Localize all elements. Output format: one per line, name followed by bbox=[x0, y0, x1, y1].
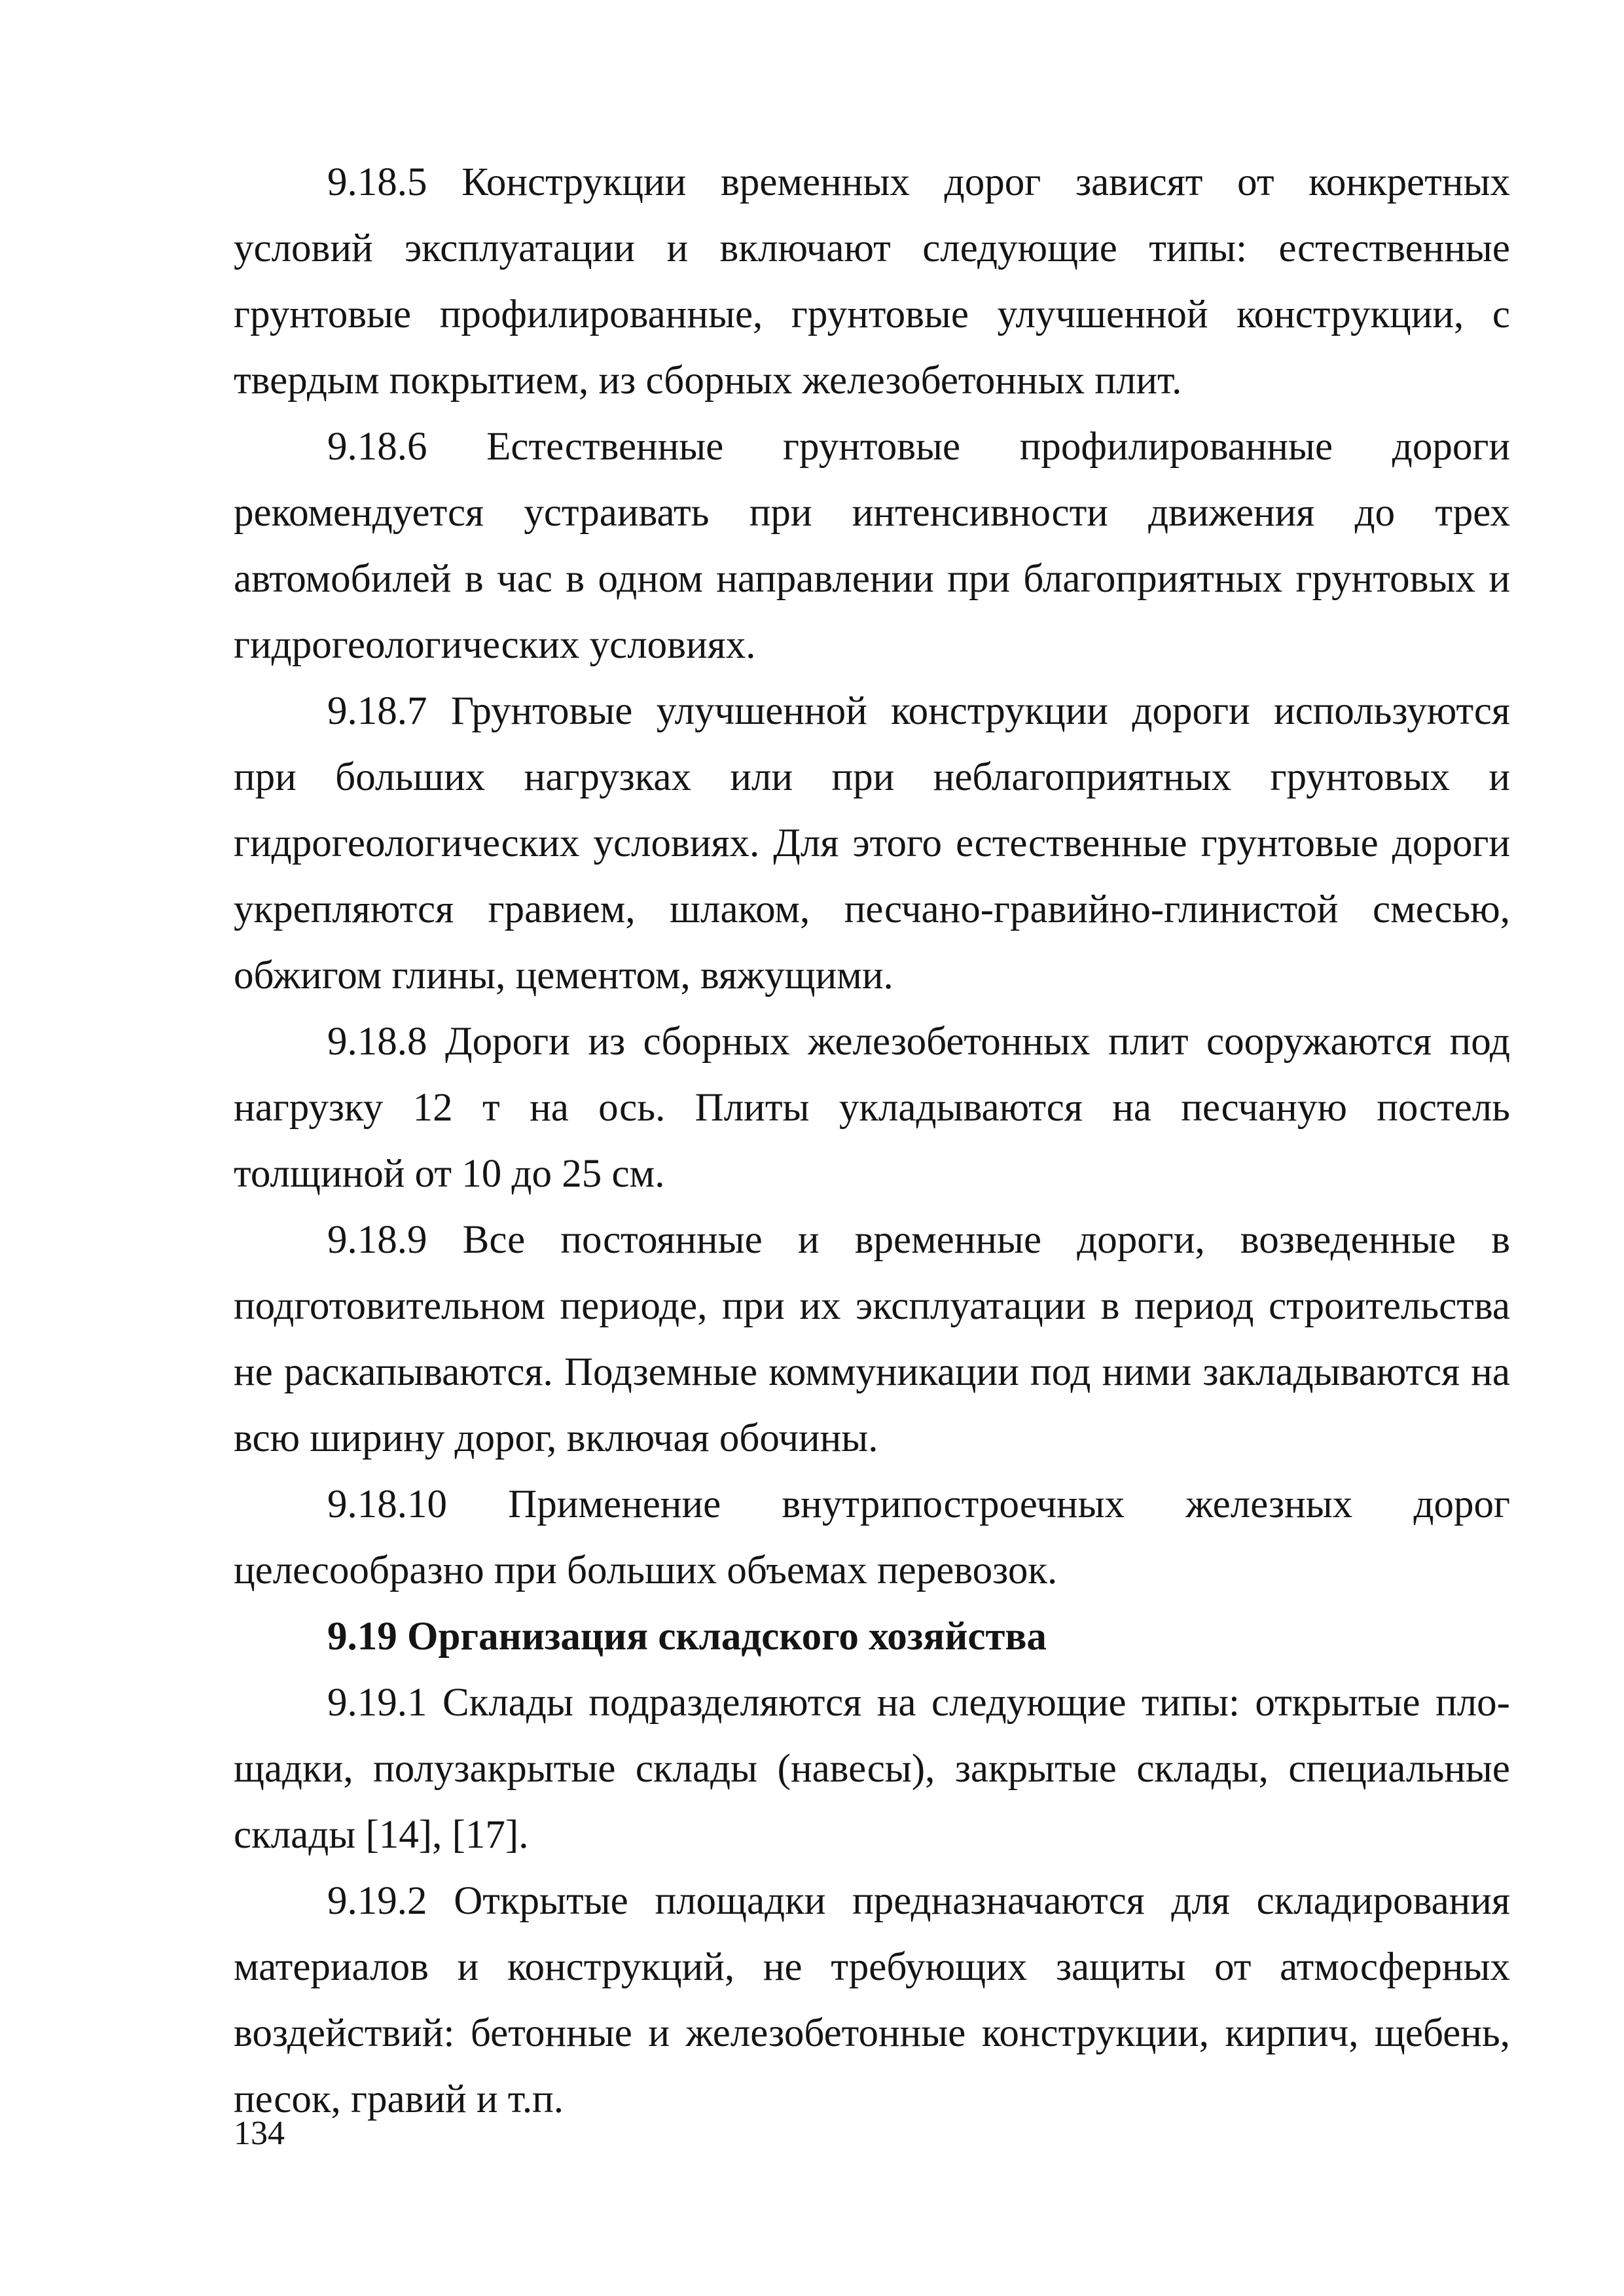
paragraph-9-19-2: 9.19.2 Открытые площадки предназначаются для складирования материалов и конструкций, не требующих защиты от атмосферных воздействий: бетонные и железобетонные конструкции, кирпич, щебень, песок, гравий и т.п. bbox=[234, 1879, 1510, 2121]
body-text bbox=[234, 149, 1510, 2132]
paragraph-9-18-5: 9.18.5 Конструкции временных дорог зависят от конкретных условий эксплуатации и включают следующие типы: естественные грунтовые профилированные, грунтовые улучшенной конструкции, с твердым покрытием, из сборных железобетонных плит. bbox=[234, 160, 1510, 403]
paragraph-9-18-7: 9.18.7 Грунтовые улучшенной конструкции дороги используются при больших нагрузках или при неблагоприятных грунтовых и гидрогеологических условиях. Для этого естественные грунтовые дороги укрепляются гравием, шлаком, песчано-гравийно-глинистой смесью, обжигом глины, цементом, вяжущими. bbox=[234, 689, 1510, 997]
section-heading: 9.19 Организация складского хозяйства bbox=[327, 1615, 1047, 1659]
paragraph-9-18-9: 9.18.9 Все постоянные и временные дороги, возведенные в подготовительном периоде, при их эксплуатации в период строительства не раскапываются. Подземные коммуникации под ними закладываются на всю ширину дорог, включая обочины. bbox=[234, 1218, 1510, 1460]
paragraph-9-18-10: 9.18.10 Применение внутрипостроечных железных дорог целесообразно при больших объемах перевозок. bbox=[234, 1482, 1510, 1592]
paragraph-9-18-6: 9.18.6 Естественные грунтовые профилированные дороги рекомендуется устраивать при интенсивности движения до трех автомобилей в час в одном направлении при благоприятных грунтовых и гидрогеологических условиях. bbox=[234, 425, 1510, 667]
page-number: 134 bbox=[234, 2115, 285, 2152]
paragraph-9-18-8: 9.18.8 Дороги из сборных железобетонных плит сооружаются под нагрузку 12 т на ось. Плиты укладываются на песчаную постель толщиной от 10 до 25 см. bbox=[234, 1020, 1510, 1196]
paragraph-9-19-1: 9.19.1 Склады подразделяются на следующие типы: открытые площадки, полузакрытые склады (навесы), закрытые склады, специальные склады [14], [17]. bbox=[234, 1681, 1510, 1857]
